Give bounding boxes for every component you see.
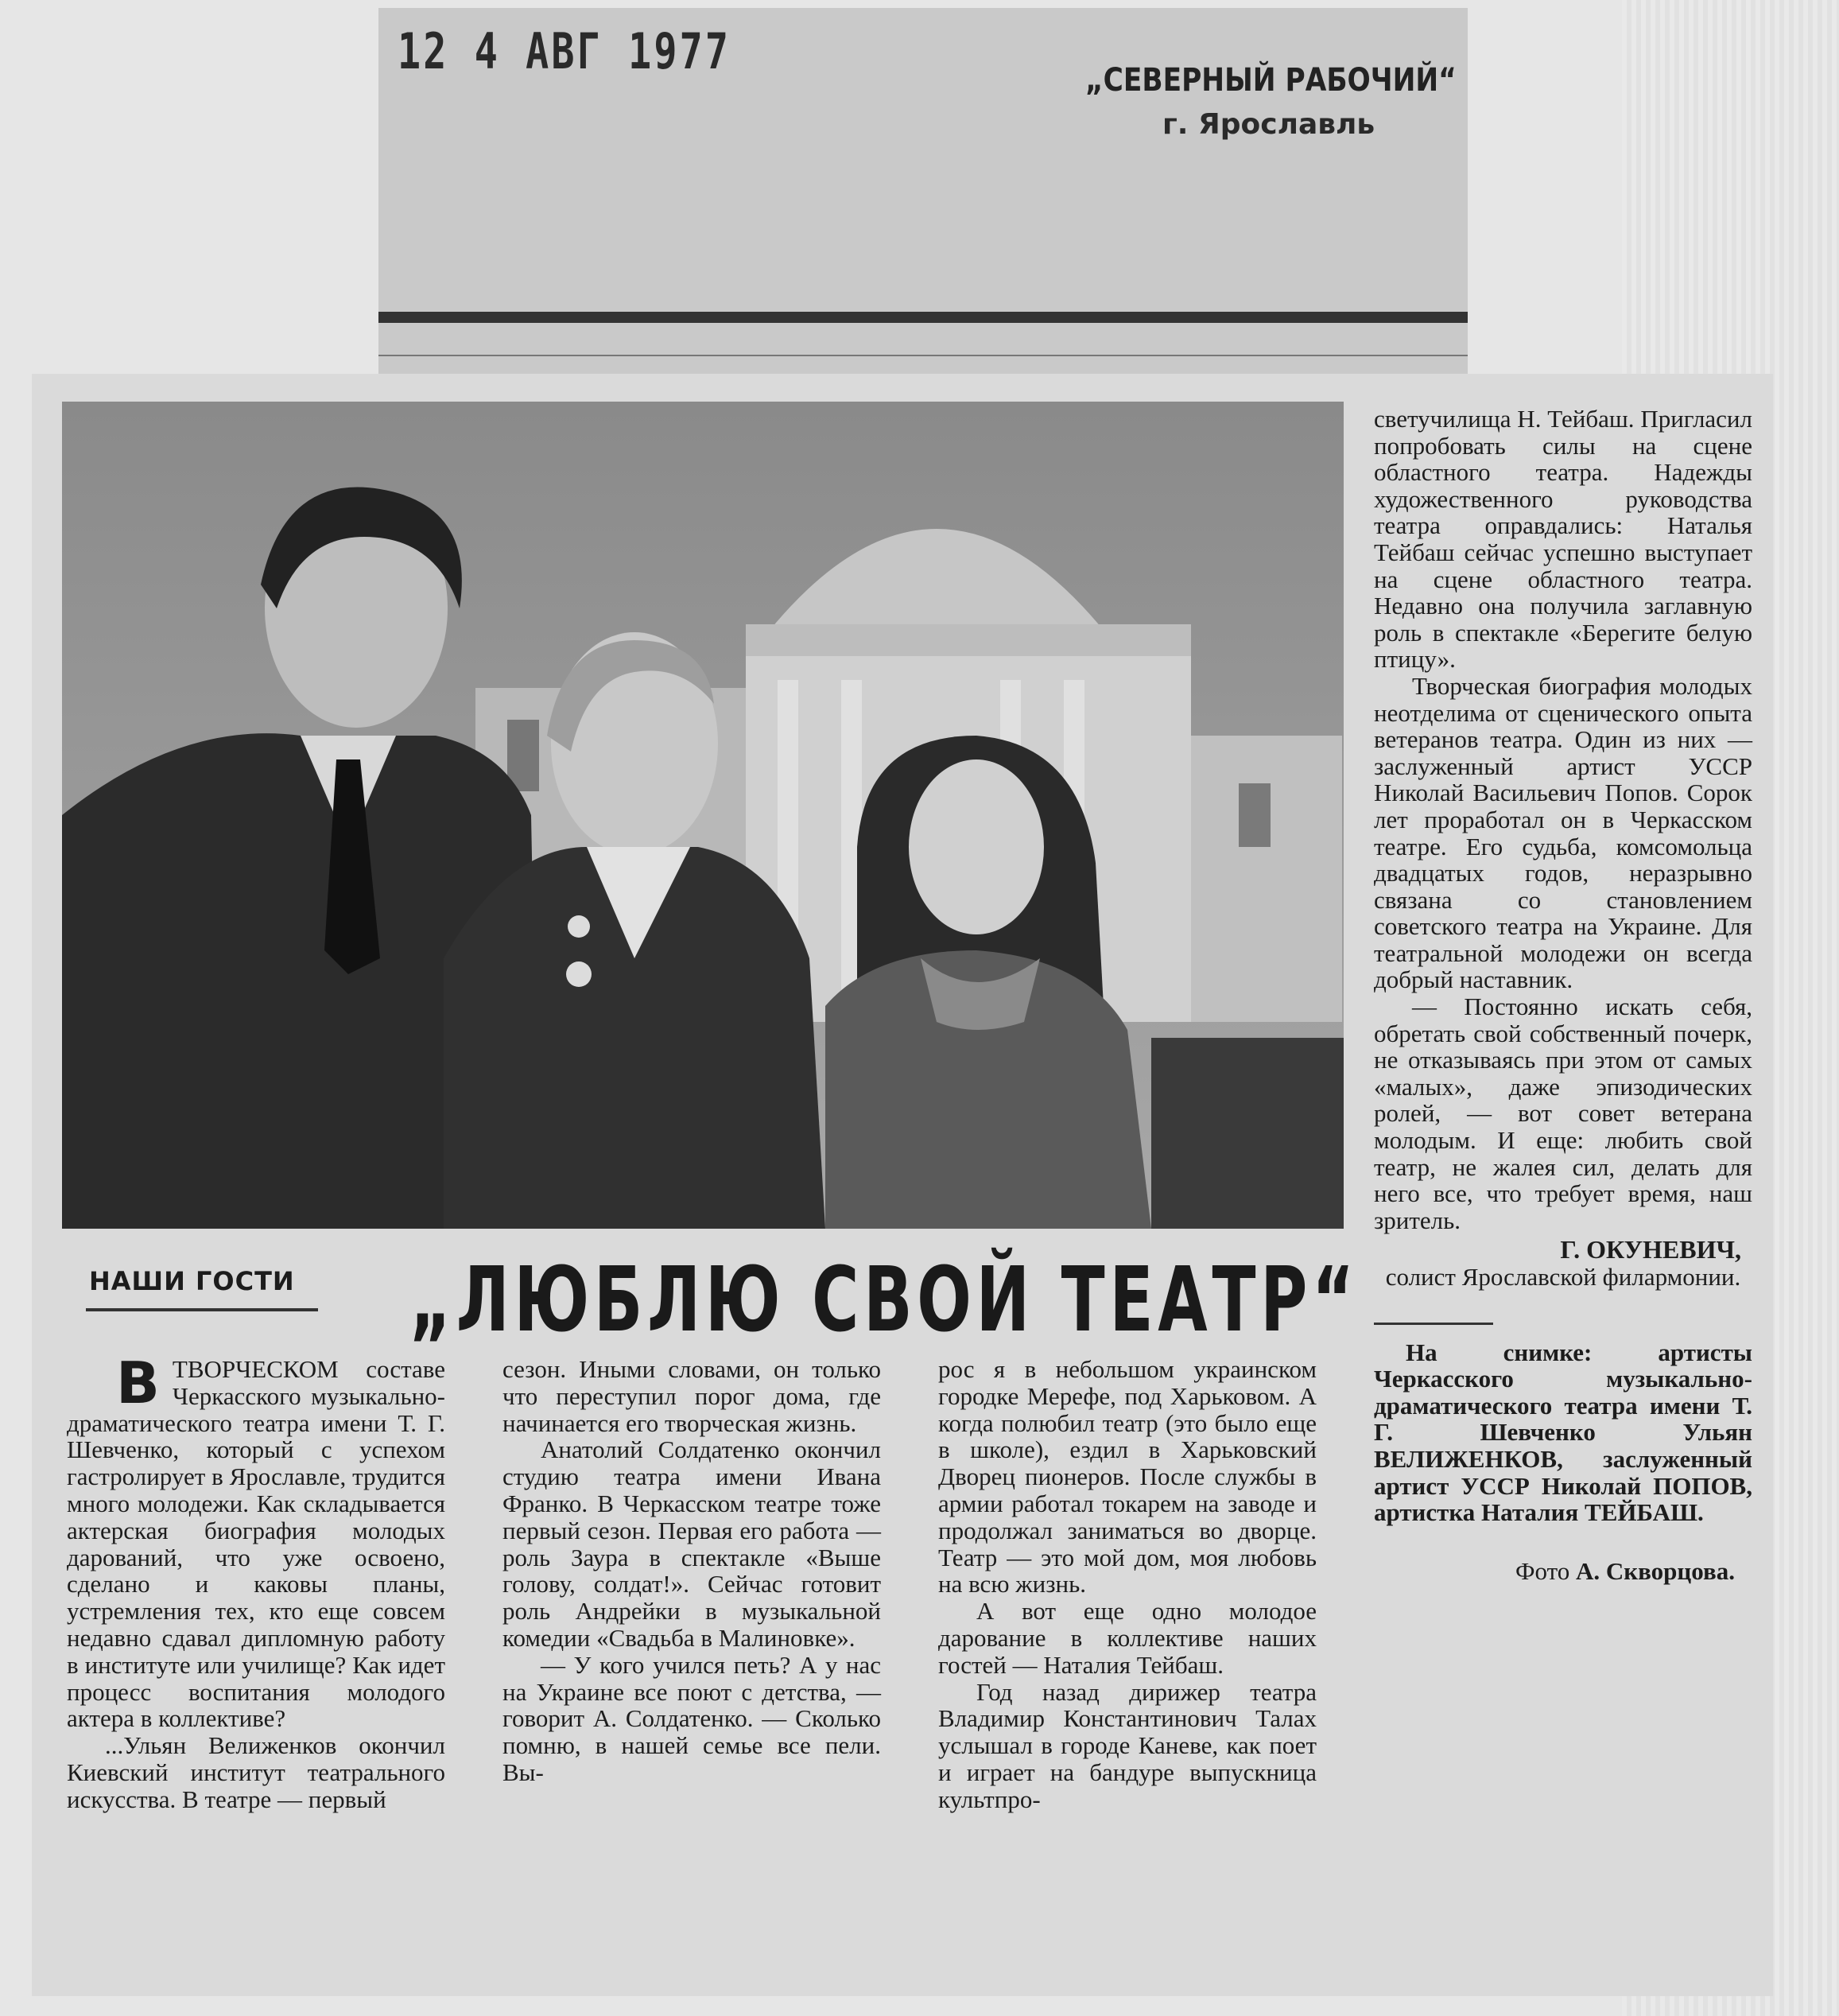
article-column-3	[938, 1356, 1317, 1813]
paragraph: светучилища Н. Тейбаш. Пригласил попробовать силы на сцене областного театра. Надежды художественного руководства театра оправдались: Наталья Тейбаш сейчас успешно выступает на сцене областного театра. Недавно она получила заглавную роль в спектакле «Берегите белую птицу».	[1374, 405, 1752, 674]
paragraph: Творческая биография молодых неотделима от сценического опыта ветеранов театра. Один из них — заслуженный артист УССР Николай Васильевич Попов. Сорок лет проработал он в Черкасском театре. Его судьба, комсомольца двадцатых годов, неразрывно связана со становлением советского театра на Украине. Для театральной молодежи он всегда добрый наставник.	[1374, 671, 1752, 994]
rubric-label: НАШИ ГОСТИ	[89, 1266, 295, 1296]
photo-credit-name: А. Скворцова.	[1576, 1556, 1735, 1585]
author-name: Г. ОКУНЕВИЧ,	[1560, 1235, 1741, 1264]
paragraph: А вот еще одно молодое дарование в коллективе наших гостей — Наталия Тейбаш.	[938, 1597, 1317, 1679]
author-role: солист Ярославской филармонии.	[1385, 1263, 1741, 1291]
page-rule	[378, 312, 1468, 323]
paragraph	[67, 1350, 445, 1733]
article-photo	[62, 402, 1344, 1229]
paragraph: Анатолий Солдатенко окончил студию театра имени Ивана Франко. В Черкасском театре тоже первый сезон. Первая его работа — роль Заура в спектакле «Выше голову, солдат!». Сейчас готовит роль Андрейки в музыкальной комедии «Свадьба в Малиновке».	[502, 1435, 881, 1652]
page-rule-thin	[378, 355, 1468, 356]
article-column-2	[502, 1356, 881, 1786]
newspaper-name-stamp: „СЕВЕРНЫЙ РАБОЧИЙ“	[1085, 62, 1457, 99]
article-headline: „ЛЮБЛЮ СВОЙ ТЕАТР“	[409, 1249, 1359, 1352]
paragraph: Год назад дирижер театра Владимир Константинович Талах услышал в городе Каневе, как поет и играет на бандуре выпускница культпро-	[938, 1677, 1317, 1813]
paragraph: сезон. Иными словами, он только что переступил порог дома, где начинается его творческая жизнь.	[502, 1355, 881, 1437]
city-stamp: г. Ярославль	[1162, 108, 1375, 141]
photo-credit-label: Фото	[1515, 1556, 1570, 1585]
caption-divider	[1374, 1323, 1493, 1325]
rubric-underline	[86, 1308, 318, 1311]
article-column-1	[67, 1350, 445, 1813]
drop-cap: В	[116, 1350, 160, 1416]
photo-credit	[1374, 1558, 1752, 1585]
paragraph: — У кого учился петь? А у нас на Украине все поют с детства, — говорит А. Солдатенко. — Сколько помню, в нашей семье все пели. Вы-	[502, 1650, 881, 1786]
paragraph-text: ТВОРЧЕСКОМ составе Черкасского музыкально-драматического театра имени Т. Г. Шевченко, который с успехом гастролирует в Ярославле, трудится много молодежи. Как складывается актерская биография молодых дарований, что уже освоено, сделано и каковы планы, устремления тех, кто еще совсем недавно сдавал дипломную работу в институте или училище? Как идет процесс воспитания молодого актера в коллективе?	[67, 1355, 445, 1733]
date-stamp: 12 4 АВГ 1977	[398, 22, 731, 80]
article-column-4	[1374, 406, 1752, 1584]
paragraph: рос я в небольшом украинском городке Мерефе, под Харьковом. А когда полюбил театр (это было еще в школе), ездил в Харьковский Дворец пионеров. После службы в армии работал токарем на заводе и продолжал заниматься во дворце. Театр — это мой дом, моя любовь на всю жизнь.	[938, 1355, 1317, 1598]
photo-illustration	[62, 402, 1344, 1229]
photo-caption: На снимке: артисты Черкасского музыкально-драматического театра имени Т. Г. Шевченко Ульян ВЕЛИЖЕНКОВ, заслуженный артист УССР Николай ПОПОВ, артистка Наталия ТЕЙБАШ.	[1374, 1338, 1752, 1527]
paragraph: ...Ульян Велиженков окончил Киевский институт театрального искусства. В театре — первый	[67, 1731, 445, 1813]
paragraph: — Постоянно искать себя, обретать свой собственный почерк, не отказываясь при этом от самых «малых», даже эпизодических ролей, — вот совет ветерана молодым. И еще: любить свой театр, не жалея сил, делать для него все, что требует время, наш зритель.	[1374, 992, 1752, 1234]
